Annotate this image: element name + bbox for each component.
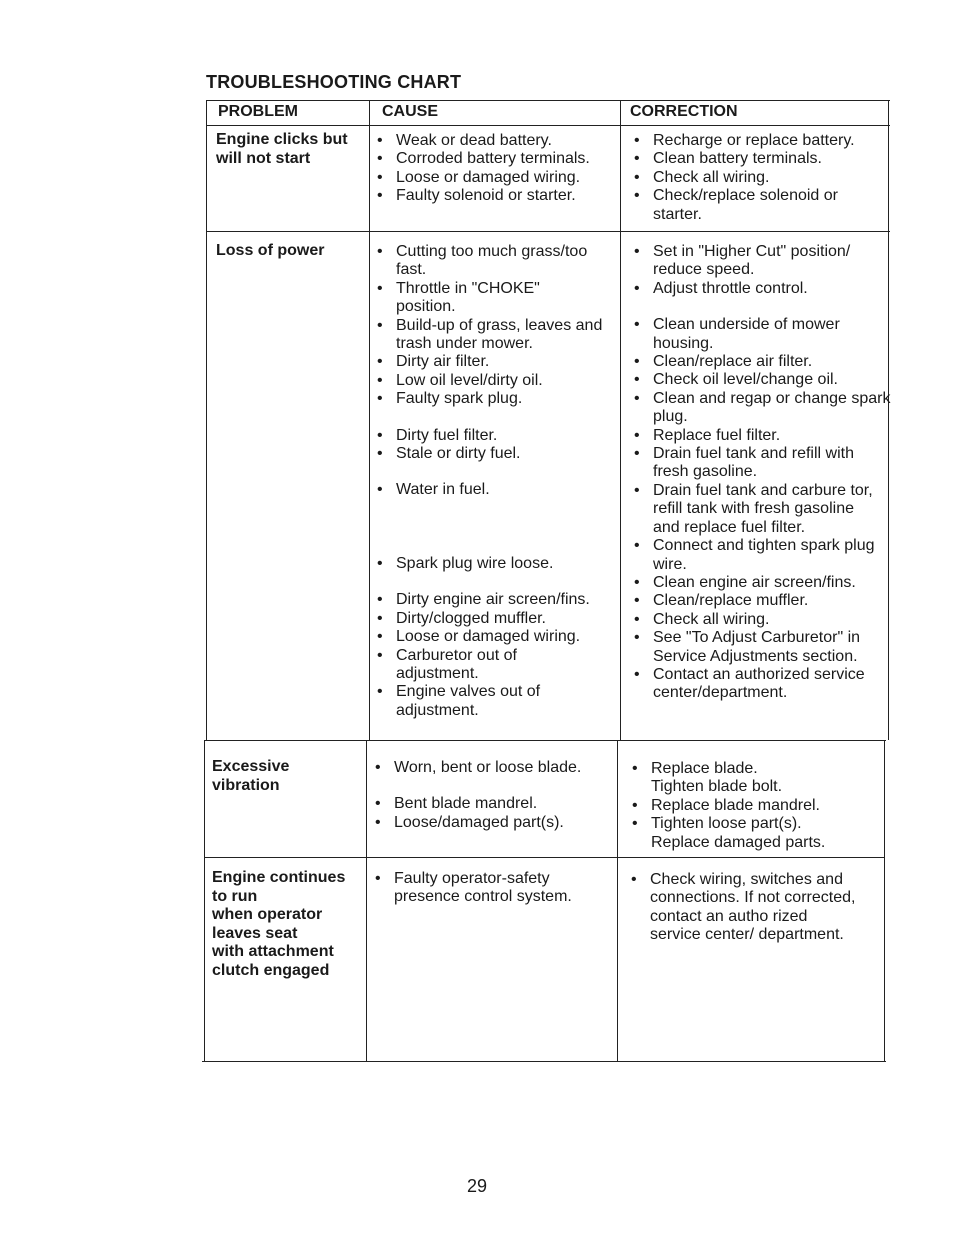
table-left-border: [206, 100, 207, 740]
cause-item: • Cutting too much grass/too fast.: [374, 243, 610, 280]
correction-list: [631, 132, 883, 224]
problem-line: vibration: [212, 776, 280, 794]
correction-item: • See "To Adjust Carburetor" in Service Adjustments section.: [631, 629, 885, 666]
problem-cell: [212, 869, 345, 980]
problem-line: Loss of power: [216, 242, 325, 259]
correction-item: • Drain fuel tank and carbure tor, refill tank with fresh gasoline and replace fuel filter.: [631, 482, 881, 537]
cause-list: [374, 132, 618, 206]
cause-item: • Faulty spark plug.: [374, 390, 610, 408]
cause-item: • Stale or dirty fuel.: [374, 445, 610, 463]
correction-item: • Clean underside of mower housing.: [631, 316, 863, 353]
correction-item: • Recharge or replace battery.: [631, 132, 883, 150]
table-right-border: [884, 740, 885, 1062]
correction-item: • Check all wiring.: [631, 169, 883, 187]
correction-item: • Contact an authorized service center/department.: [631, 666, 873, 703]
cause-item: • Spark plug wire loose.: [374, 555, 610, 573]
problem-line: leaves seat: [212, 924, 298, 942]
problem-line: Engine clicks but: [216, 131, 348, 148]
correction-item: • Check wiring, switches and connections. If not corrected, contact an autho rized service center/ department.: [628, 871, 862, 945]
correction-item: • Replace blade.: [629, 760, 879, 778]
correction-item: • Set in "Higher Cut" position/ reduce speed.: [631, 243, 885, 280]
correction-list: [628, 871, 862, 945]
correction-item: • Replace blade mandrel.: [629, 797, 879, 815]
correction-item: • Check oil level/change oil.: [631, 371, 885, 389]
problem-line: when operator: [212, 906, 323, 923]
chart-title: TROUBLESHOOTING CHART: [206, 72, 462, 92]
row-divider: [204, 857, 884, 858]
correction-item: • Clean battery terminals.: [631, 150, 883, 168]
correction-item: • Clean/replace air filter.: [631, 353, 885, 371]
cause-item: • Dirty air filter.: [374, 353, 610, 371]
cause-item: • Dirty fuel filter.: [374, 427, 610, 445]
cause-item: • Corroded battery terminals.: [374, 150, 618, 168]
cause-item: • Loose or damaged wiring.: [374, 628, 610, 646]
table-left-border: [204, 740, 205, 1062]
cause-list: [372, 759, 612, 832]
cause-item: • Faulty operator-safety presence control system.: [372, 870, 594, 907]
header-problem: PROBLEM: [218, 103, 298, 120]
correction-list: [629, 760, 879, 852]
cause-item: • Water in fuel.: [374, 481, 610, 499]
problem-cell: [216, 242, 324, 261]
problem-line: with attachment: [212, 943, 334, 960]
row-divider: [204, 740, 886, 741]
table-bottom-border: [202, 1061, 886, 1062]
problem-cell: [212, 758, 289, 795]
cause-item: • Engine valves out of adjustment.: [374, 683, 556, 720]
cause-list: [374, 243, 610, 720]
cause-item: • Faulty solenoid or starter.: [374, 187, 618, 205]
cause-item: • Build-up of grass, leaves and trash under mower.: [374, 317, 610, 354]
cause-item: • Dirty engine air screen/fins.: [374, 591, 610, 609]
correction-item: • Check all wiring.: [631, 611, 885, 629]
cause-item: • Weak or dead battery.: [374, 132, 618, 150]
correction-item: • Replace fuel filter.: [631, 427, 885, 445]
problem-line: Engine continues: [212, 869, 346, 886]
cause-item: • Carburetor out of adjustment.: [374, 647, 546, 684]
table-top-border: [206, 100, 890, 101]
cause-list: [372, 870, 594, 907]
column-divider: [366, 740, 367, 1062]
correction-item: Replace damaged parts.: [651, 833, 826, 851]
cause-item: • Dirty/clogged muffler.: [374, 610, 610, 628]
header-cause: CAUSE: [382, 103, 439, 120]
correction-item: • Clean and regap or change spark plug.: [631, 390, 893, 427]
cause-item: • Loose/damaged part(s).: [372, 814, 612, 832]
header-correction: CORRECTION: [630, 103, 738, 120]
correction-item: • Clean/replace muffler.: [631, 592, 885, 610]
problem-line: Excessive: [212, 758, 290, 775]
correction-item: • Tighten loose part(s).: [629, 815, 879, 833]
correction-list: [631, 243, 891, 703]
column-divider: [617, 740, 618, 1062]
correction-item: • Connect and tighten spark plug wire.: [631, 537, 883, 574]
cause-item: • Loose or damaged wiring.: [374, 169, 618, 187]
problem-line: clutch engaged: [212, 961, 330, 979]
page-number: 29: [466, 1176, 488, 1196]
problem-cell: [216, 131, 348, 168]
correction-item: • Drain fuel tank and refill with fresh gasoline.: [631, 445, 885, 482]
cause-item: • Worn, bent or loose blade.: [372, 759, 612, 777]
cause-item: • Bent blade mandrel.: [372, 795, 612, 813]
problem-line: will not start: [216, 149, 311, 167]
cause-item: • Throttle in "CHOKE" position.: [374, 280, 556, 317]
correction-item: Tighten blade bolt.: [651, 778, 783, 796]
column-divider: [369, 100, 370, 740]
column-divider: [620, 100, 621, 740]
correction-item: • Clean engine air screen/fins.: [631, 574, 885, 592]
cause-item: • Low oil level/dirty oil.: [374, 372, 610, 390]
problem-line: to run: [212, 887, 258, 905]
row-divider: [206, 231, 890, 232]
correction-item: • Adjust throttle control.: [631, 280, 885, 298]
correction-item: • Check/replace solenoid or starter.: [631, 187, 883, 224]
troubleshooting-table: [204, 100, 891, 1065]
header-divider: [206, 125, 890, 126]
